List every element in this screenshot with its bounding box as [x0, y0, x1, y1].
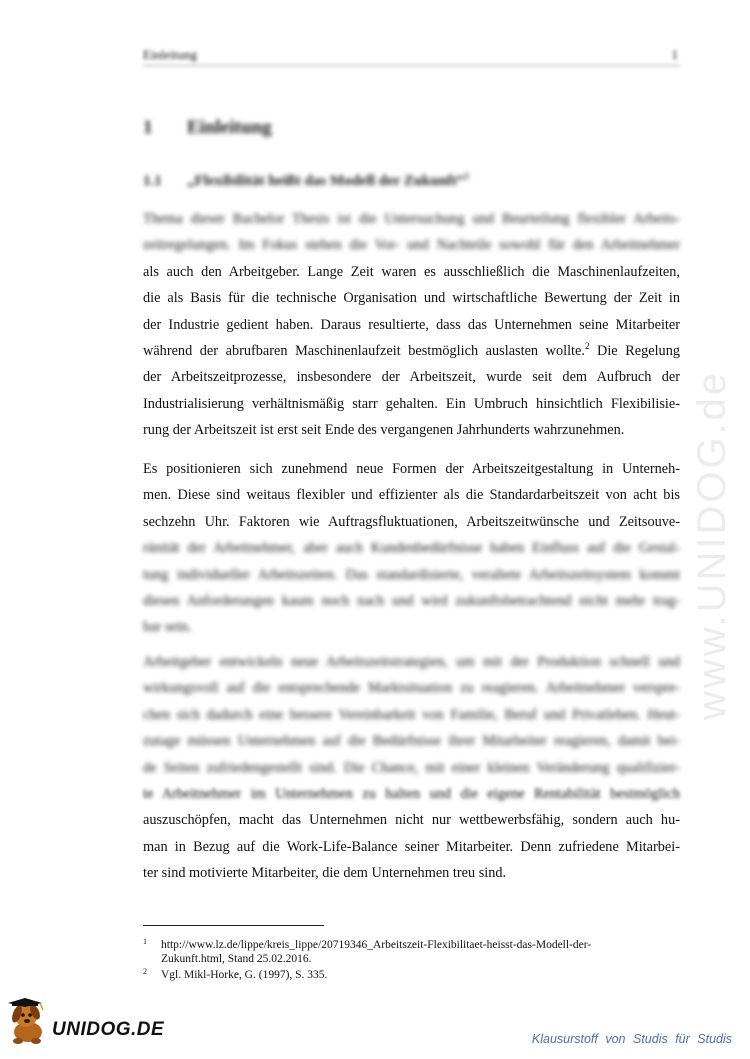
section-title: „Flexibilität heißt das Modell der Zukunft“	[187, 173, 465, 189]
text-line: der Arbeitszeitprozesse, insbesondere der Arbeitszeit, wurde seit dem Aufbruch der	[143, 369, 680, 386]
header-chapter-title: Einleitung	[143, 47, 198, 62]
footnote-separator	[143, 925, 324, 926]
text-line: man in Bezug auf die Work-Life-Balance seiner Mitarbeiter. Denn zufriedene Mitarbei-	[143, 838, 680, 855]
text-line-with-footnote	[143, 338, 680, 364]
text-line: bar sein.	[143, 619, 192, 636]
running-header	[143, 45, 680, 66]
text-line: tung individueller Arbeitszeiten. Das standardisierte, veraltete Arbeitszeitsystem kommt	[143, 566, 680, 583]
text-line: ter sind motivierte Mitarbeiter, die dem Unternehmen treu sind.	[143, 865, 507, 882]
text-line: rung der Arbeitszeit ist erst seit Ende des vergangenen Jahrhunderts wahrzunehmen.	[143, 422, 625, 439]
paragraph-3	[143, 649, 680, 887]
watermark: www.UNIDOG.de	[690, 369, 734, 720]
header-page-number: 1	[671, 47, 678, 62]
text-line: chen sich dadurch eine bessere Vereinbarkeit von Familie, Beruf und Privatleben. Heut-	[143, 706, 680, 723]
text-segment: während der abrufbaren Maschinenlaufzeit bestmöglich auslasten wollte.	[143, 342, 585, 359]
text-line: Thema dieser Bachelor Thesis ist die Untersuchung und Beurteilung flexibler Arbeits-	[143, 211, 680, 227]
chapter-title: Einleitung	[187, 117, 272, 138]
paragraph-1	[143, 206, 680, 444]
text-line: als auch den Arbeitgeber. Lange Zeit waren es ausschließlich die Maschinenlaufzeiten,	[143, 263, 680, 280]
text-line: Arbeitgeber entwickeln neue Arbeitszeitstrategien, um mit der Produktion schnell und	[143, 654, 680, 670]
footnote-1	[143, 938, 680, 966]
footnote-number: 2	[143, 967, 147, 976]
footnotes	[143, 938, 680, 984]
text-line: auszuschöpfen, macht das Unternehmen nicht nur wettbewerbsfähig, sondern auch hu-	[143, 812, 680, 829]
logo-text: UNIDOG.DE	[52, 1019, 165, 1040]
chapter-number: 1	[143, 117, 153, 138]
footnote-number: 1	[143, 937, 147, 946]
paragraph-2	[143, 456, 680, 641]
footnote-text-line: Vgl. Mikl-Horke, G. (1997), S. 335.	[161, 969, 328, 981]
text-line: ränität der Arbeitnehmer, aber auch Kundenbedürfnisse haben Einfluss auf die Gestal-	[143, 540, 680, 557]
footnote-ref: 2	[584, 341, 590, 352]
section-number: 1.1	[143, 173, 162, 189]
text-line: zeitregelungen. Im Fokus stehen die Vor- und Nachteile sowohl für den Arbeitnehmer	[143, 237, 680, 254]
text-line: sechzehn Uhr. Faktoren wie Auftragsfluktuationen, Arbeitszeitwünsche und Zeitsouve-	[143, 513, 680, 530]
footnote-2	[143, 968, 680, 982]
tagline: Klausurstoff von Studis für Studis	[531, 1032, 732, 1046]
footnote-text-line: Zukunft.html, Stand 25.02.2016.	[161, 953, 312, 965]
unidog-logo	[2, 994, 165, 1050]
text-line: Industrialisierung verhältnismäßig starr gehalten. Ein Umbruch hinsichtlich Flexibilisie-	[143, 395, 680, 412]
chapter-heading	[143, 117, 680, 139]
text-line: wirkungsvoll auf die entsprechende Marktsituation zu reagieren. Arbeitnehmer verspre-	[143, 680, 680, 697]
section-heading	[143, 173, 680, 190]
text-line: de Seiten zufriedengestellt sind. Die Chance, mit einer kleinen Veränderung qualifizier-	[143, 759, 680, 776]
text-line: men. Diese sind weitaus flexibler und effizienter als die Standardarbeitszeit von acht bis	[143, 487, 680, 504]
text-line: te Arbeitnehmer im Unternehmen zu halten und die eigene Rentabilität bestmöglich	[143, 785, 680, 802]
text-line: der Industrie gedient haben. Daraus resultierte, dass das Unternehmen seine Mitarbeiter	[143, 316, 680, 333]
text-segment: Die Regelung	[589, 342, 680, 359]
footnote-text-line: http://www.lz.de/lippe/kreis_lippe/20719346_Arbeitszeit-Flexibilitaet-heisst-das-Modell-der-	[161, 939, 592, 951]
text-line: zutage müssen Unternehmen auf die Bedürfnisse ihrer Mitarbeiter reagieren, damit bei-	[143, 733, 680, 750]
section-footnote-ref: 1	[464, 171, 470, 181]
text-line: die als Basis für die technische Organisation und wirtschaftliche Bewertung der Zeit in	[143, 290, 680, 307]
text-line: Es positionieren sich zunehmend neue Formen der Arbeitszeitgestaltung in Unterneh-	[143, 461, 680, 477]
text-line: diesen Anforderungen kaum noch nach und wird zukunftsbetrachtend nicht mehr trag-	[143, 592, 680, 609]
